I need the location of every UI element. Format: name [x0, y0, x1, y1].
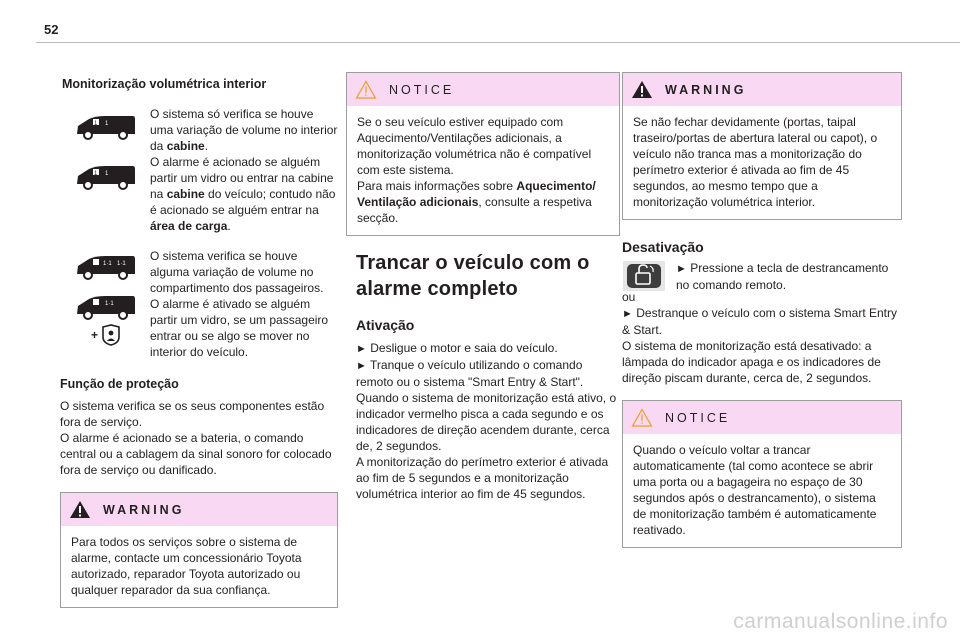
- warning-triangle-icon: [69, 500, 91, 519]
- notice-text-1: Se o seu veículo estiver equipado com Aquecimento/Ventilações adicionais, a monitorização volumétrica não é compatível com este sistema.: [357, 115, 592, 177]
- page-number: 52: [44, 22, 59, 37]
- svg-text:1: 1: [94, 121, 98, 127]
- warning-header: [61, 493, 337, 526]
- passenger-monitor-text: O sistema verifica se houve alguma variação de volume no compartimento dos passageiros.: [150, 249, 324, 295]
- svg-text:+: +: [91, 328, 99, 342]
- van-icons-cabin: [62, 106, 150, 234]
- notice-box-relock: [622, 400, 902, 548]
- deactivation-or: ou: [622, 290, 636, 304]
- activation-text-2: A monitorização do perímetro exterior é ativada ao fim de 5 segundos e a monitorização volumétrica interior ao fim de 45 segundos.: [356, 455, 609, 501]
- notice-header: [623, 401, 901, 434]
- svg-text:1·1: 1·1: [105, 301, 114, 307]
- svg-text:1·1: 1·1: [117, 261, 126, 267]
- notice-box-heating: [346, 72, 620, 236]
- activation-text-1: Quando o sistema de monitorização está ativo, o indicador vermelho pisca a cada segundo e os indicadores de direção acendem durante, cerca de, 2 segundos.: [356, 391, 617, 453]
- warning-triangle-icon: [631, 80, 653, 99]
- passenger-alarm-text: O alarme é ativado se alguém partir um vidro, se um passageiro entrar ou se algo se mover no interior do veículo.: [150, 297, 329, 359]
- notice-text: Quando o veículo voltar a trancar automaticamente (tal como acontece se abrir uma porta ou a bagageira no espaço de 30 segundos após o destrancamento), o sistema de monitorização também é automaticamente reativado.: [633, 443, 877, 537]
- cabin-alarm-text: O alarme é acionado se alguém partir um vidro ou entrar na cabine na cabine do veículo; contudo não é acionado se alguém entrar na área de carga.: [150, 155, 336, 233]
- notice-text-2: Para mais informações sobre Aquecimento/ Ventilação adicionais, consulte a respetiva secção.: [357, 179, 596, 225]
- notice-triangle-icon: [631, 408, 653, 427]
- header-divider: [36, 42, 960, 43]
- activation-bullet-2: ► Tranque o veículo utilizando o comando remoto ou o sistema "Smart Entry & Start".: [356, 358, 584, 389]
- warning-header: [623, 73, 901, 106]
- column-right: [622, 72, 902, 548]
- heading-lock-alarm: Trancar o veículo com o alarme completo: [356, 252, 590, 300]
- deactivation-remote-row: [622, 260, 902, 293]
- deactivation-text: O sistema de monitorização está desativado: a lâmpada do indicador apaga e os indicadores de direção piscam durante, cerca de, 2 segundos.: [622, 339, 881, 385]
- column-left: [62, 70, 338, 608]
- warning-title: WARNING: [103, 502, 185, 517]
- warning-text: Se não fechar devidamente (portas, taipal traseiro/portas de abertura lateral ou capot), o veículo não tranca mas a monitorização do perímetro exterior é ativada ao fim de 45 segundos, ao mesmo tempo que a monitorização volumétrica interior.: [633, 115, 878, 209]
- notice-title: NOTICE: [389, 82, 455, 97]
- remote-unlock-icon: [622, 260, 666, 292]
- activation-bullet-1: ► Desligue o motor e saia do veículo.: [356, 341, 558, 355]
- van-icons-passenger: [62, 248, 150, 360]
- notice-triangle-icon: [355, 80, 377, 99]
- warning-box-service: [60, 492, 338, 608]
- protection-text-1: O sistema verifica se os seus componentes estão fora de serviço.: [60, 399, 325, 429]
- volumetric-item-passenger: [62, 248, 338, 360]
- van-icon: [75, 292, 137, 322]
- deactivation-bullet-1: ► Pressione a tecla de destrancamento no comando remoto.: [676, 261, 889, 292]
- watermark: carmanualsonline.info: [733, 610, 948, 633]
- van-icon: [75, 112, 137, 142]
- svg-text:1: 1: [105, 171, 109, 177]
- section-title-volumetric: Monitorização volumétrica interior: [62, 77, 267, 91]
- svg-text:1: 1: [105, 121, 109, 127]
- van-icon: [75, 252, 137, 282]
- column-middle: [346, 72, 620, 502]
- van-icon: [75, 162, 137, 192]
- volumetric-item-cabin: [62, 106, 338, 234]
- warning-text: Para todos os serviços sobre o sistema de alarme, contacte um concessionário Toyota autorizado, reparador Toyota autorizado ou qualquer reparador da sua confiança.: [71, 535, 302, 597]
- cabin-monitor-text: O sistema só verifica se houve uma variação de volume no interior da cabine.: [150, 107, 338, 153]
- section-title-deactivation: Desativação: [622, 239, 704, 255]
- warning-box-closing: [622, 72, 902, 220]
- section-title-protection: Função de proteção: [60, 377, 179, 391]
- section-title-activation: Ativação: [356, 317, 415, 333]
- svg-text:1·1: 1·1: [103, 261, 112, 267]
- alarm-sensor-icon: [91, 324, 121, 346]
- svg-text:1: 1: [94, 171, 98, 177]
- notice-header: [347, 73, 619, 106]
- notice-title: NOTICE: [665, 410, 731, 425]
- protection-text-2: O alarme é acionado se a bateria, o comando central ou a cablagem da sinal sonoro for colocado fora de serviço ou danificado.: [60, 431, 332, 477]
- deactivation-bullet-2: ► Destranque o veículo com o sistema Smart Entry & Start.: [622, 306, 898, 337]
- warning-title: WARNING: [665, 82, 747, 97]
